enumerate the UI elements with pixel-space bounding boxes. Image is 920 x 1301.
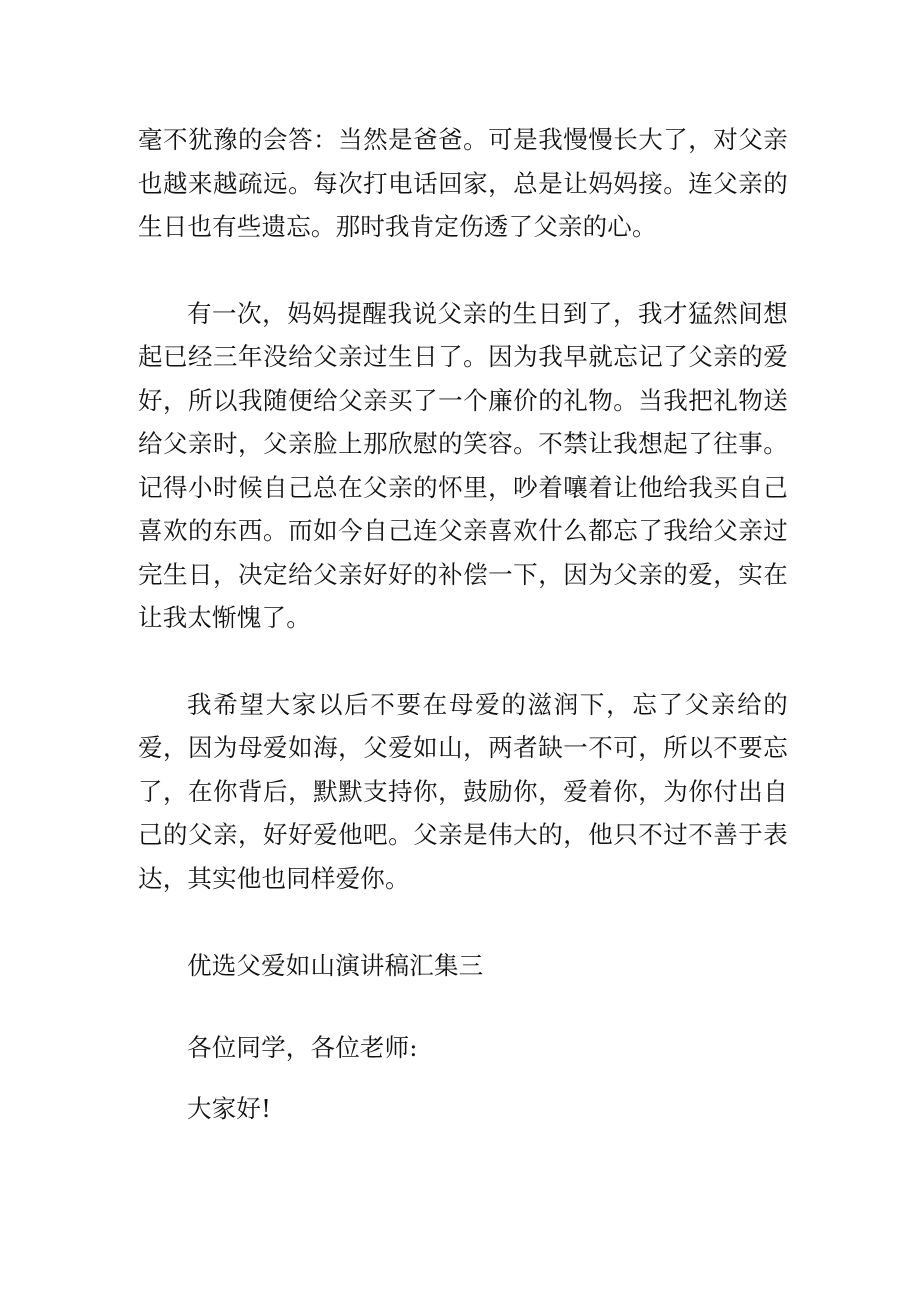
paragraph-closing-appeal: 我希望大家以后不要在母爱的滋润下，忘了父亲给的爱，因为母爱如海，父爱如山，两者缺一不可，所以不要忘了，在你背后，默默支持你，鼓励你，爱着你，为你付出自己的父亲，好好爱他吧。父亲是伟大的，他只不过不善于表达，其实他也同样爱你。	[138, 689, 788, 893]
section-title: 优选父爱如山演讲稿汇集三	[187, 951, 484, 980]
salutation: 各位同学，各位老师:	[187, 1032, 418, 1062]
document-page	[138, 118, 788, 1131]
paragraph-birthday-story: 有一次，妈妈提醒我说父亲的生日到了，我才猛然间想起已经三年没给父亲过生日了。因为我早就忘记了父亲的爱好，所以我随便给父亲买了一个廉价的礼物。当我把礼物送给父亲时，父亲脸上那欣慰的笑容。不禁让我想起了往事。记得小时候自己总在父亲的怀里，吵着嚷着让他给我买自己喜欢的东西。而如今自己连父亲喜欢什么都忘了我给父亲过完生日，决定给父亲好好的补偿一下，因为父亲的爱，实在让我太惭愧了。	[138, 298, 788, 632]
paragraph-continuation: 毫不犹豫的会答：当然是爸爸。可是我慢慢长大了，对父亲也越来越疏远。每次打电话回家，总是让妈妈接。连父亲的生日也有些遗忘。那时我肯定伤透了父亲的心。	[138, 125, 788, 241]
greeting: 大家好!	[187, 1094, 272, 1123]
